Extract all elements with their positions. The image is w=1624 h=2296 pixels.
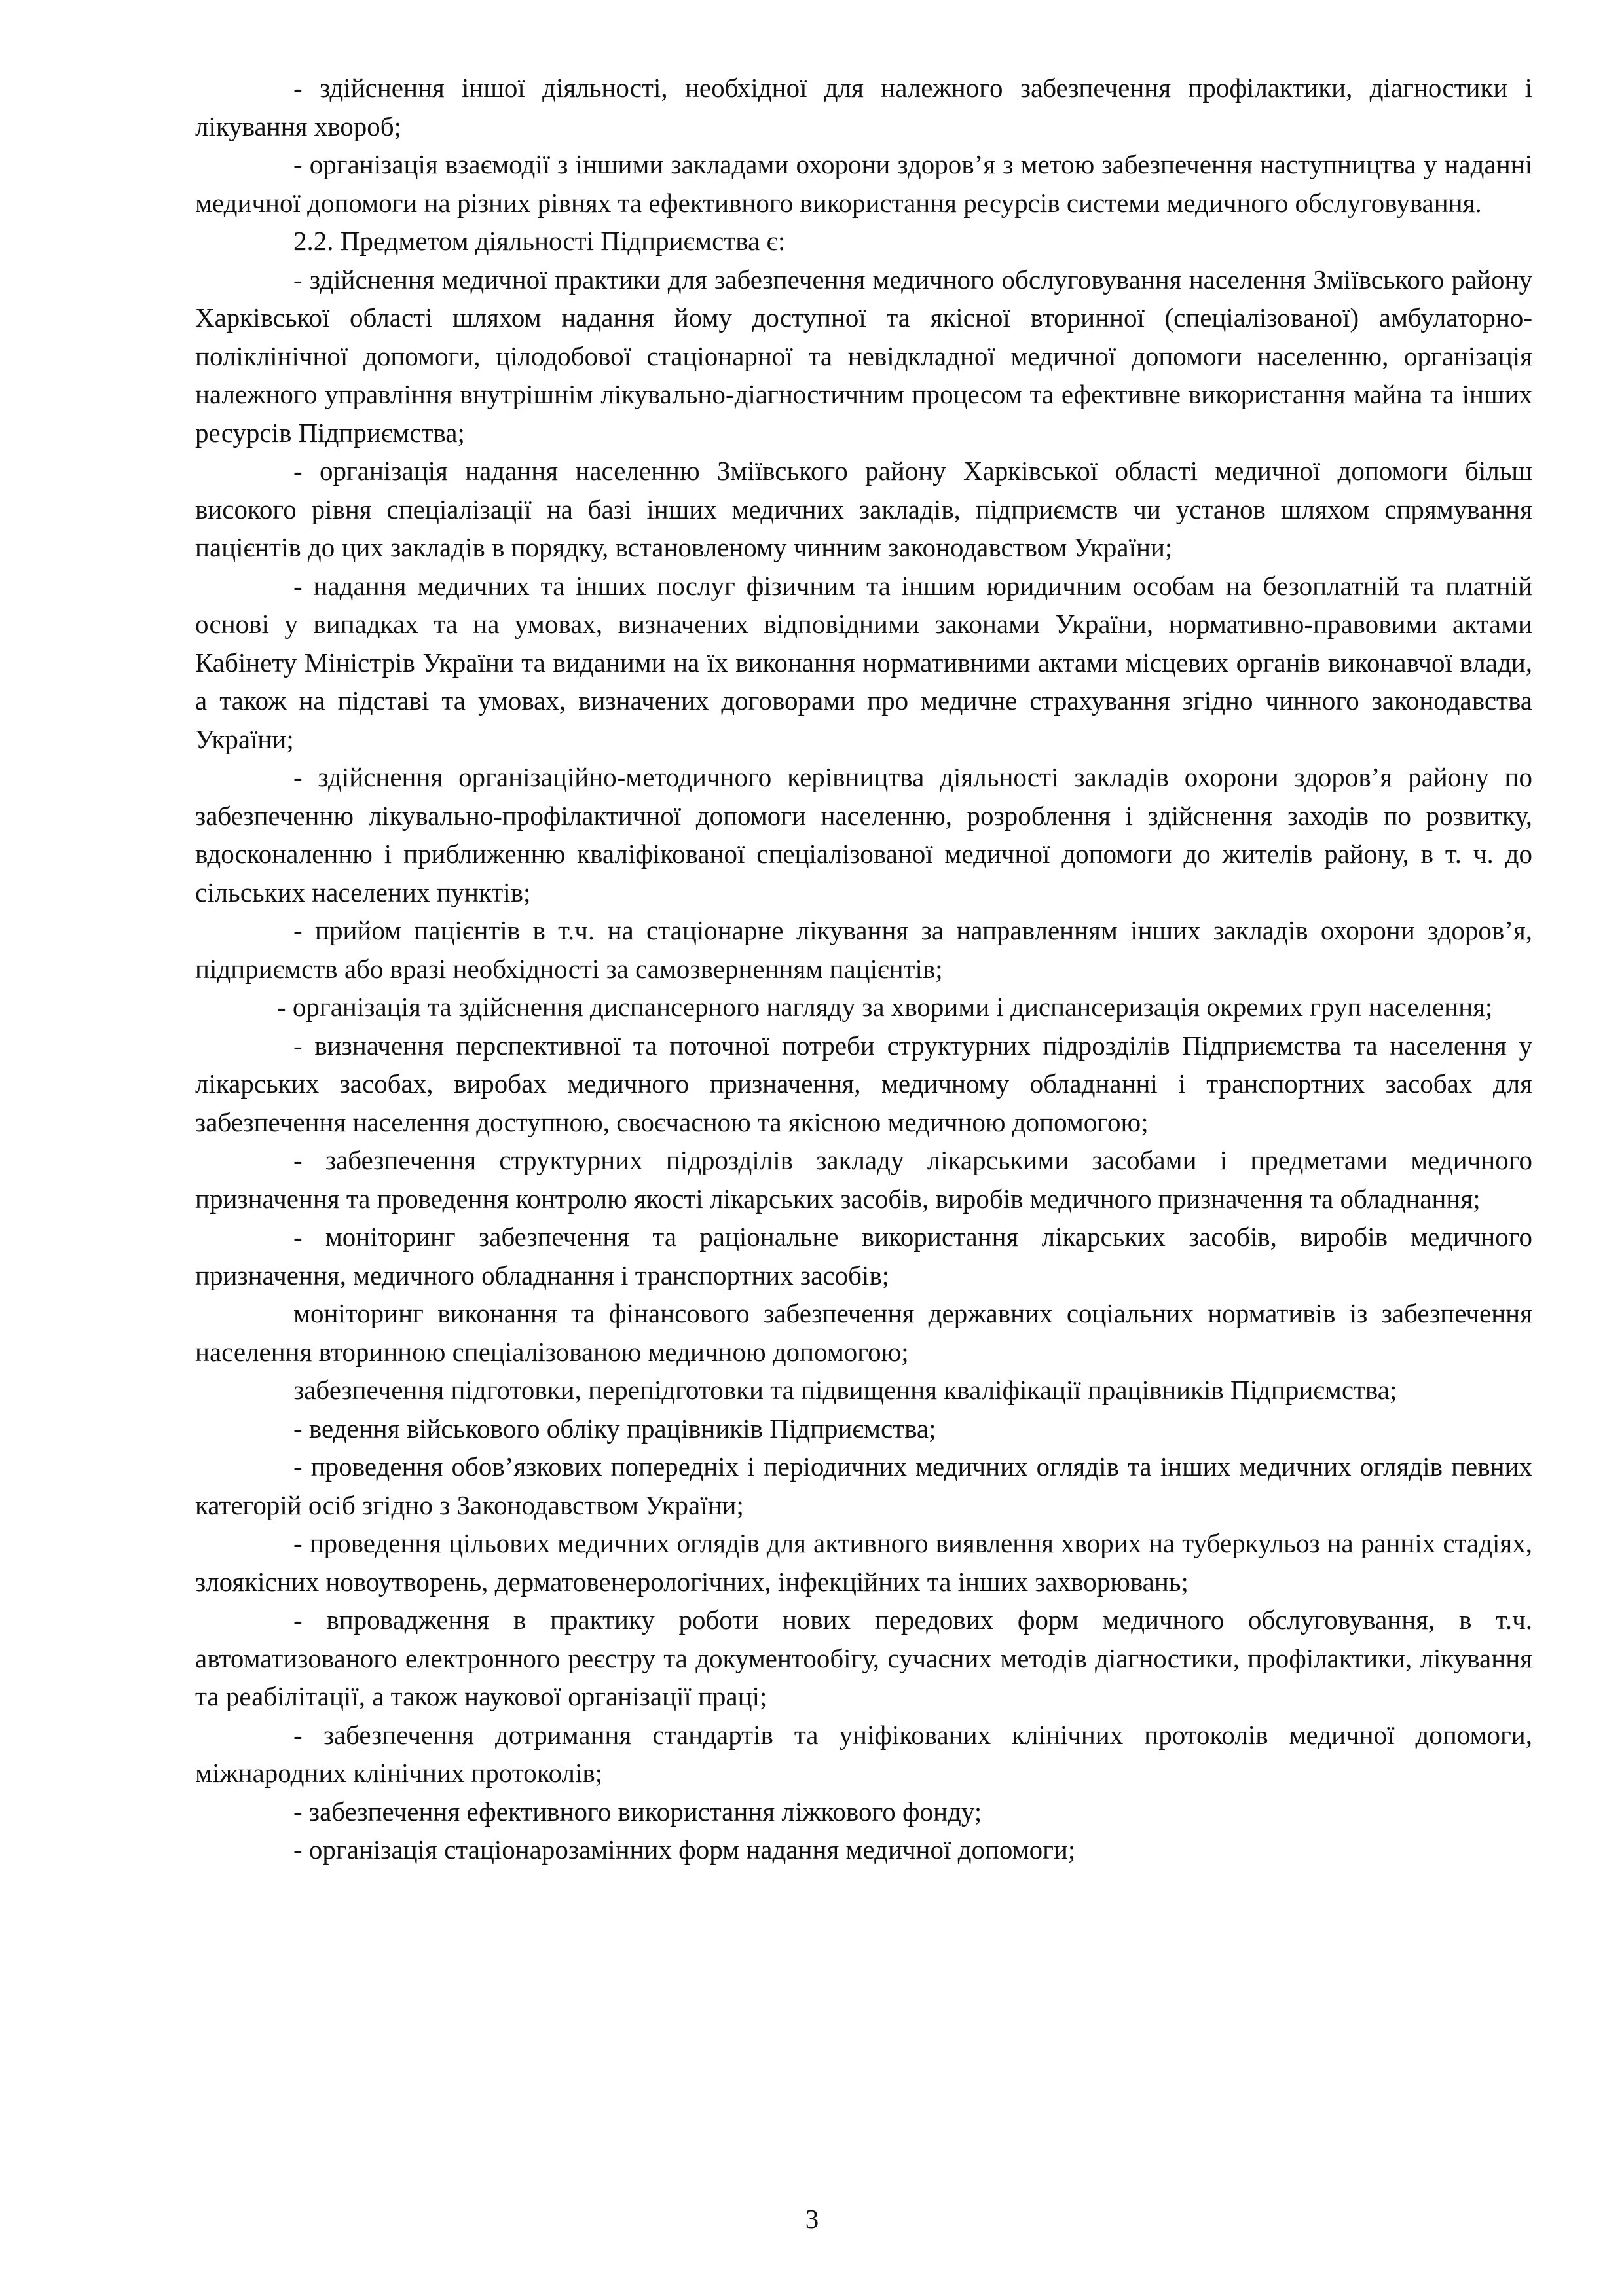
page-number: 3 <box>805 2204 819 2234</box>
paragraph: - організація стаціонарозамінних форм надання медичної допомоги; <box>293 1834 1076 1865</box>
paragraph: - проведення обов’язкових попередніх і періодичних медичних оглядів та інших медичних оглядів певних категорій осіб згідно з Законодавством України; <box>195 1451 1532 1520</box>
paragraph: - впровадження в практику роботи нових передових форм медичного обслуговування, в т.ч. автоматизованого електронного реєстру та документообігу, сучасних методів діагностики, профілактики, лікування та реабілітації, а також наукової організації праці; <box>195 1605 1532 1711</box>
paragraph: моніторинг виконання та фінансового забезпечення державних соціальних нормативів із забезпечення населення вторинною спеціалізованою медичною допомогою; <box>195 1298 1532 1367</box>
paragraph: - організація взаємодії з іншими закладами охорони здоров’я з метою забезпечення наступництва у наданні медичної допомоги на різних рівнях та ефективного використання ресурсів системи медичного обслуговування. <box>195 149 1532 218</box>
paragraph: - ведення військового обліку працівників Підприємства; <box>293 1413 936 1444</box>
paragraph: - моніторинг забезпечення та раціональне використання лікарських засобів, виробів медичного призначення, медичного обладнання і транспортних засобів; <box>195 1222 1532 1290</box>
paragraph: - проведення цільових медичних оглядів для активного виявлення хворих на туберкульоз на ранніх стадіях, злоякісних новоутворень, дерматовенерологічних, інфекційних та інших захворювань; <box>195 1528 1532 1597</box>
paragraph: - надання медичних та інших послуг фізичним та іншим юридичним особам на безоплатній та платній основі у випадках та на умовах, визначених відповідними законами України, нормативно-правовими актами Кабінету Міністрів України та виданими на їх виконання нормативними актами місцевих органів виконавчої влади, а також на підставі та умовах, визначених договорами про медичне страхування згідно чинного законодавства України; <box>195 570 1532 754</box>
paragraph: - прийом пацієнтів в т.ч. на стаціонарне лікування за направленням інших закладів охорони здоров’я, підприємств або вразі необхідності за самозверненням пацієнтів; <box>195 915 1532 984</box>
document-body <box>195 69 1532 1869</box>
paragraph: - забезпечення дотримання стандартів та уніфікованих клінічних протоколів медичної допомоги, міжнародних клінічних протоколів; <box>195 1719 1532 1788</box>
paragraph: - визначення перспективної та поточної потреби структурних підрозділів Підприємства та населення у лікарських засобах, виробах медичного призначення, медичному обладнанні і транспортних засобах для забезпечення населення доступною, своєчасною та якісною медичною допомогою; <box>195 1030 1532 1137</box>
paragraph: - організація надання населенню Зміївського району Харківської області медичної допомоги більш високого рівня спеціалізації на базі інших медичних закладів, підприємств чи установ шляхом спрямування пацієнтів до цих закладів в порядку, встановленому чинним законодавством України; <box>195 456 1532 562</box>
paragraph: - забезпечення структурних підрозділів закладу лікарськими засобами і предметами медичного призначення та проведення контролю якості лікарських засобів, виробів медичного призначення та обладнання; <box>195 1145 1532 1214</box>
paragraph: - організація та здійснення диспансерного нагляду за хворими і диспансеризація окремих груп населення; <box>277 992 1493 1022</box>
paragraph: - здійснення медичної практики для забезпечення медичного обслуговування населення Зміївського району Харківської області шляхом надання йому доступної та якісної вторинної (спеціалізованої) амбулаторно-поліклінічної допомоги, цілодобової стаціонарної та невідкладної медичної допомоги населенню, організація належного управління внутрішнім лікувально-діагностичним процесом та ефективне використання майна та інших ресурсів Підприємства; <box>195 264 1532 448</box>
paragraph: забезпечення підготовки, перепідготовки та підвищення кваліфікації працівників Підприємства; <box>293 1375 1397 1405</box>
paragraph: - забезпечення ефективного використання ліжкового фонду; <box>293 1796 982 1827</box>
paragraph: - здійснення іншої діяльності, необхідної для належного забезпечення профілактики, діагностики і лікування хвороб; <box>195 73 1532 141</box>
section-heading: 2.2. Предметом діяльності Підприємства є: <box>293 226 786 256</box>
paragraph: - здійснення організаційно-методичного керівництва діяльності закладів охорони здоров’я району по забезпеченню лікувально-профілактичної допомоги населенню, розроблення і здійснення заходів по розвитку, вдосконаленню і приближенню кваліфікованої спеціалізованої медичної допомоги до жителів району, в т. ч. до сільських населених пунктів; <box>195 762 1532 907</box>
